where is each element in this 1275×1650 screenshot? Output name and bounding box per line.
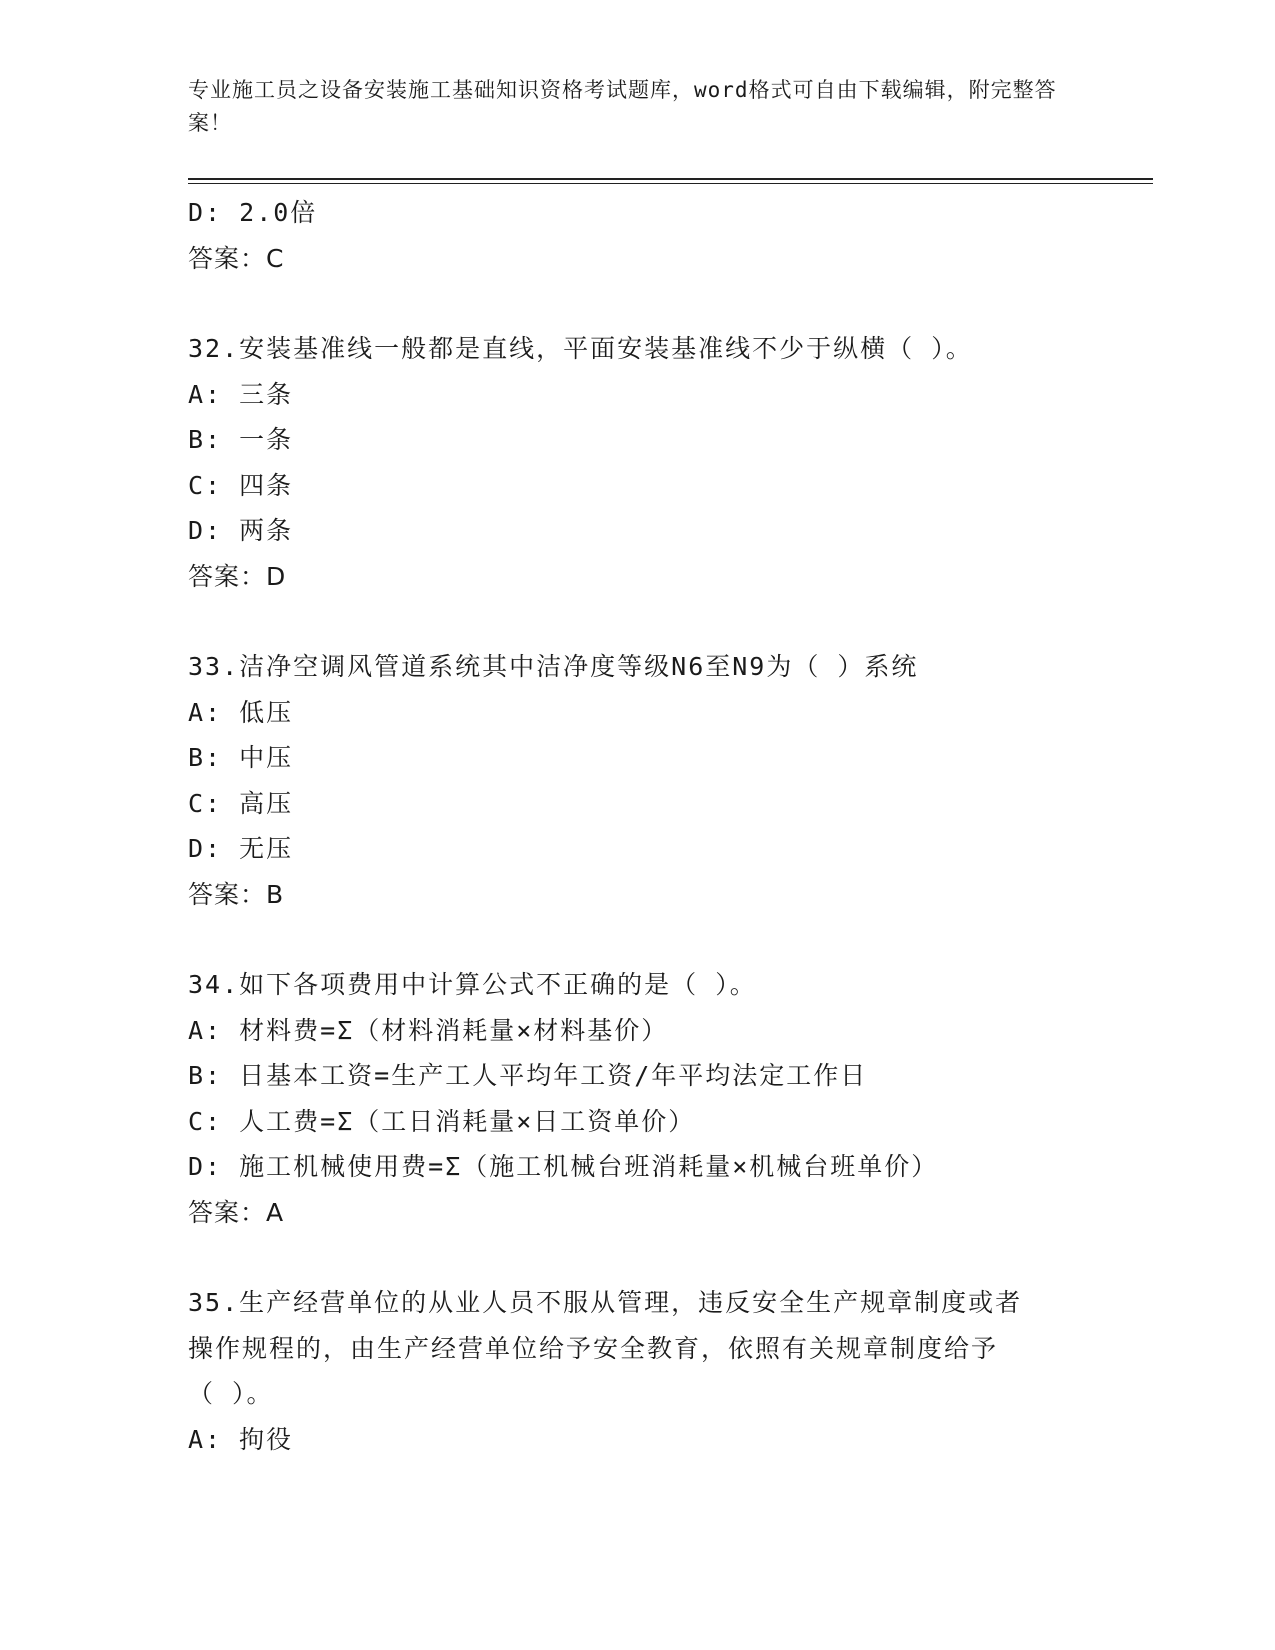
answer: 答案：D [188, 561, 287, 591]
previous-question-tail [188, 190, 1088, 281]
header-rule-thin [188, 183, 1153, 184]
option-d: D: 2.0倍 [188, 198, 318, 227]
answer: 答案：B [188, 879, 285, 909]
option-b: B: 日基本工资=生产工人平均年工资/年平均法定工作日 [188, 1061, 868, 1090]
question-32 [188, 326, 1088, 599]
option-c: C: 四条 [188, 470, 294, 500]
question-35 [188, 1280, 1088, 1462]
question-title-line-2: 操作规程的，由生产经营单位给予安全教育，依照有关规章制度给予 [188, 1333, 999, 1363]
question-title: 33.洁净空调风管道系统其中洁净度等级N6至N9为（ ）系统 [188, 652, 919, 681]
option-a: A: 材料费=Σ（材料消耗量×材料基价） [188, 1015, 669, 1045]
option-c: C: 高压 [188, 788, 294, 818]
question-title: 32.安装基准线一般都是直线，平面安装基准线不少于纵横（ ）。 [188, 334, 973, 363]
answer: 答案：C [188, 243, 285, 273]
question-33 [188, 644, 1088, 917]
option-d: D: 无压 [188, 834, 294, 863]
option-a: A: 低压 [188, 697, 294, 727]
header-rule-thick [188, 178, 1153, 180]
question-title-line-3: （ ）。 [188, 1379, 274, 1408]
option-d: D: 两条 [188, 516, 294, 545]
question-title-line-1: 35.生产经营单位的从业人员不服从管理，违反安全生产规章制度或者 [188, 1288, 1023, 1317]
document-body [188, 190, 1088, 1462]
option-c: C: 人工费=Σ（工日消耗量×日工资单价） [188, 1106, 696, 1136]
option-d: D: 施工机械使用费=Σ（施工机械台班消耗量×机械台班单价） [188, 1152, 939, 1181]
answer: 答案：A [188, 1197, 285, 1227]
option-a: A: 三条 [188, 379, 294, 409]
option-a: A: 拘役 [188, 1424, 294, 1454]
question-title: 34.如下各项费用中计算公式不正确的是（ ）。 [188, 970, 757, 999]
option-b: B: 中压 [188, 743, 294, 772]
document-header: 专业施工员之设备安装施工基础知识资格考试题库，word格式可自由下载编辑，附完整答案！ [188, 78, 1057, 135]
option-b: B: 一条 [188, 425, 294, 454]
question-34 [188, 962, 1088, 1235]
